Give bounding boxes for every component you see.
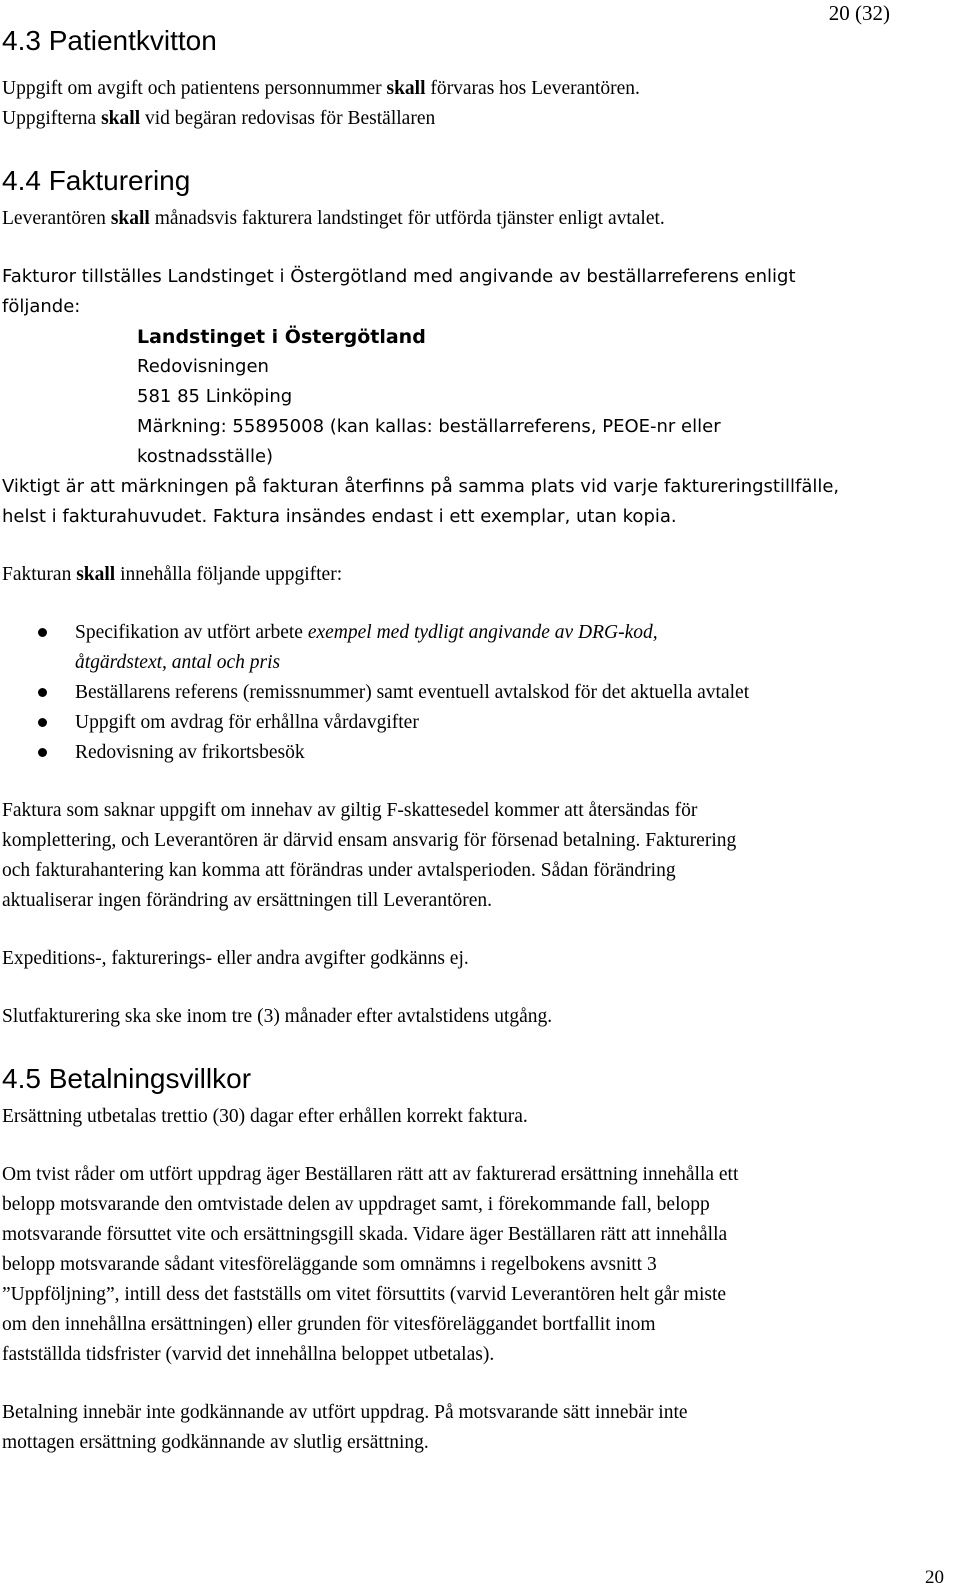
fakturor-line: Fakturor tillställes Landstinget i Östergötland med angivande av beställarreferens enligt: [2, 266, 796, 287]
footer-page-number: 20: [925, 1567, 944, 1588]
tvist-line: belopp motsvarande den omtvistade delen av uppdraget samt, i förekommande fall, belopp: [2, 1194, 710, 1215]
bullet-icon: [38, 748, 47, 757]
list-item: Redovisning av frikortsbesök: [2, 738, 952, 768]
fakturan-skall-paragraph: Fakturan skall innehålla följande uppgifter:: [2, 564, 343, 585]
section-heading-4-4: 4.4 Fakturering: [2, 165, 191, 196]
patientkvitton-paragraph-1: Uppgift om avgift och patientens personnummer skall förvaras hos Leverantören.: [2, 78, 640, 99]
faktura-line: och fakturahantering kan komma att förändras under avtalsperioden. Sådan förändring: [2, 860, 676, 881]
document-body: [2, 22, 952, 1458]
slutfakturering-paragraph: Slutfakturering ska ske inom tre (3) månader efter avtalstidens utgång.: [2, 1006, 553, 1027]
bullet-icon: [38, 628, 47, 637]
faktura-line: aktualiserar ingen förändring av ersättningen till Leverantören.: [2, 890, 493, 911]
list-item: Uppgift om avdrag för erhållna vårdavgifter: [2, 708, 952, 738]
list-item: Specifikation av utfört arbete exempel med tydligt angivande av DRG-kod, åtgärdstext, antal och pris: [2, 618, 952, 678]
bullet-icon: [38, 718, 47, 727]
invoice-address: [2, 322, 952, 472]
invoice-requirements-list: [2, 618, 952, 768]
tvist-line: ”Uppföljning”, intill dess det fastställs om vitet försuttits (varvid Leverantören helt går miste: [2, 1284, 727, 1305]
section-heading-4-3: 4.3 Patientkvitton: [2, 25, 217, 56]
betalning-line: Betalning innebär inte godkännande av utfört uppdrag. På motsvarande sätt innebär inte: [2, 1402, 688, 1423]
fakturor-paragraph: [2, 262, 952, 322]
section-heading-4-5: 4.5 Betalningsvillkor: [2, 1063, 252, 1094]
patientkvitton-paragraph-2: Uppgifterna skall vid begäran redovisas för Beställaren: [2, 108, 436, 129]
tvist-line: fastställda tidsfrister (varvid det innehållna beloppet utbetalas).: [2, 1344, 495, 1365]
page-indicator: 20 (32): [828, 1, 890, 25]
tvist-line: belopp motsvarande sådant vitesföreläggande som omnämns i regelbokens avsnitt 3: [2, 1254, 657, 1275]
expeditions-paragraph: Expeditions-, fakturerings- eller andra avgifter godkänns ej.: [2, 948, 469, 969]
faktura-line: komplettering, och Leverantören är därvid ensam ansvarig för försenad betalning. Fakturering: [2, 830, 737, 851]
tvist-line: om den innehållna ersättningen) eller grunden för vitesföreläggandet bortfallit inom: [2, 1314, 656, 1335]
ersattning-paragraph: Ersättning utbetalas trettio (30) dagar efter erhållen korrekt faktura.: [2, 1106, 528, 1127]
faktura-saknar-paragraph: [2, 796, 952, 916]
tvist-paragraph: [2, 1160, 952, 1370]
tvist-line: Om tvist råder om utfört uppdrag äger Beställaren rätt att av fakturerad ersättning innehålla ett: [2, 1164, 739, 1185]
address-dept: Redovisningen: [137, 356, 269, 377]
address-city: 581 85 Linköping: [137, 386, 293, 407]
betalning-line: mottagen ersättning godkännande av slutlig ersättning.: [2, 1432, 429, 1453]
bullet-icon: [38, 688, 47, 697]
list-item: Beställarens referens (remissnummer) samt eventuell avtalskod för det aktuella avtalet: [2, 678, 952, 708]
fakturering-intro: Leverantören skall månadsvis fakturera landstinget för utförda tjänster enligt avtalet.: [2, 208, 665, 229]
betalning-paragraph: [2, 1398, 952, 1458]
faktura-line: Faktura som saknar uppgift om innehav av giltig F-skattesedel kommer att återsändas för: [2, 800, 698, 821]
viktigt-line: helst i fakturahuvudet. Faktura insändes endast i ett exemplar, utan kopia.: [2, 506, 677, 527]
tvist-line: motsvarande försuttet vite och ersättningsgill skada. Vidare äger Beställaren rätt att innehålla: [2, 1224, 728, 1245]
fakturor-line: följande:: [2, 296, 81, 317]
address-marking-cont: kostnadsställe): [137, 446, 274, 467]
viktigt-line: Viktigt är att märkningen på fakturan återfinns på samma plats vid varje faktureringstillfälle,: [2, 476, 840, 497]
address-name: Landstinget i Östergötland: [137, 326, 426, 348]
address-marking: Märkning: 55895008 (kan kallas: beställarreferens, PEOE-nr eller: [137, 416, 721, 437]
viktigt-paragraph: [2, 472, 952, 532]
